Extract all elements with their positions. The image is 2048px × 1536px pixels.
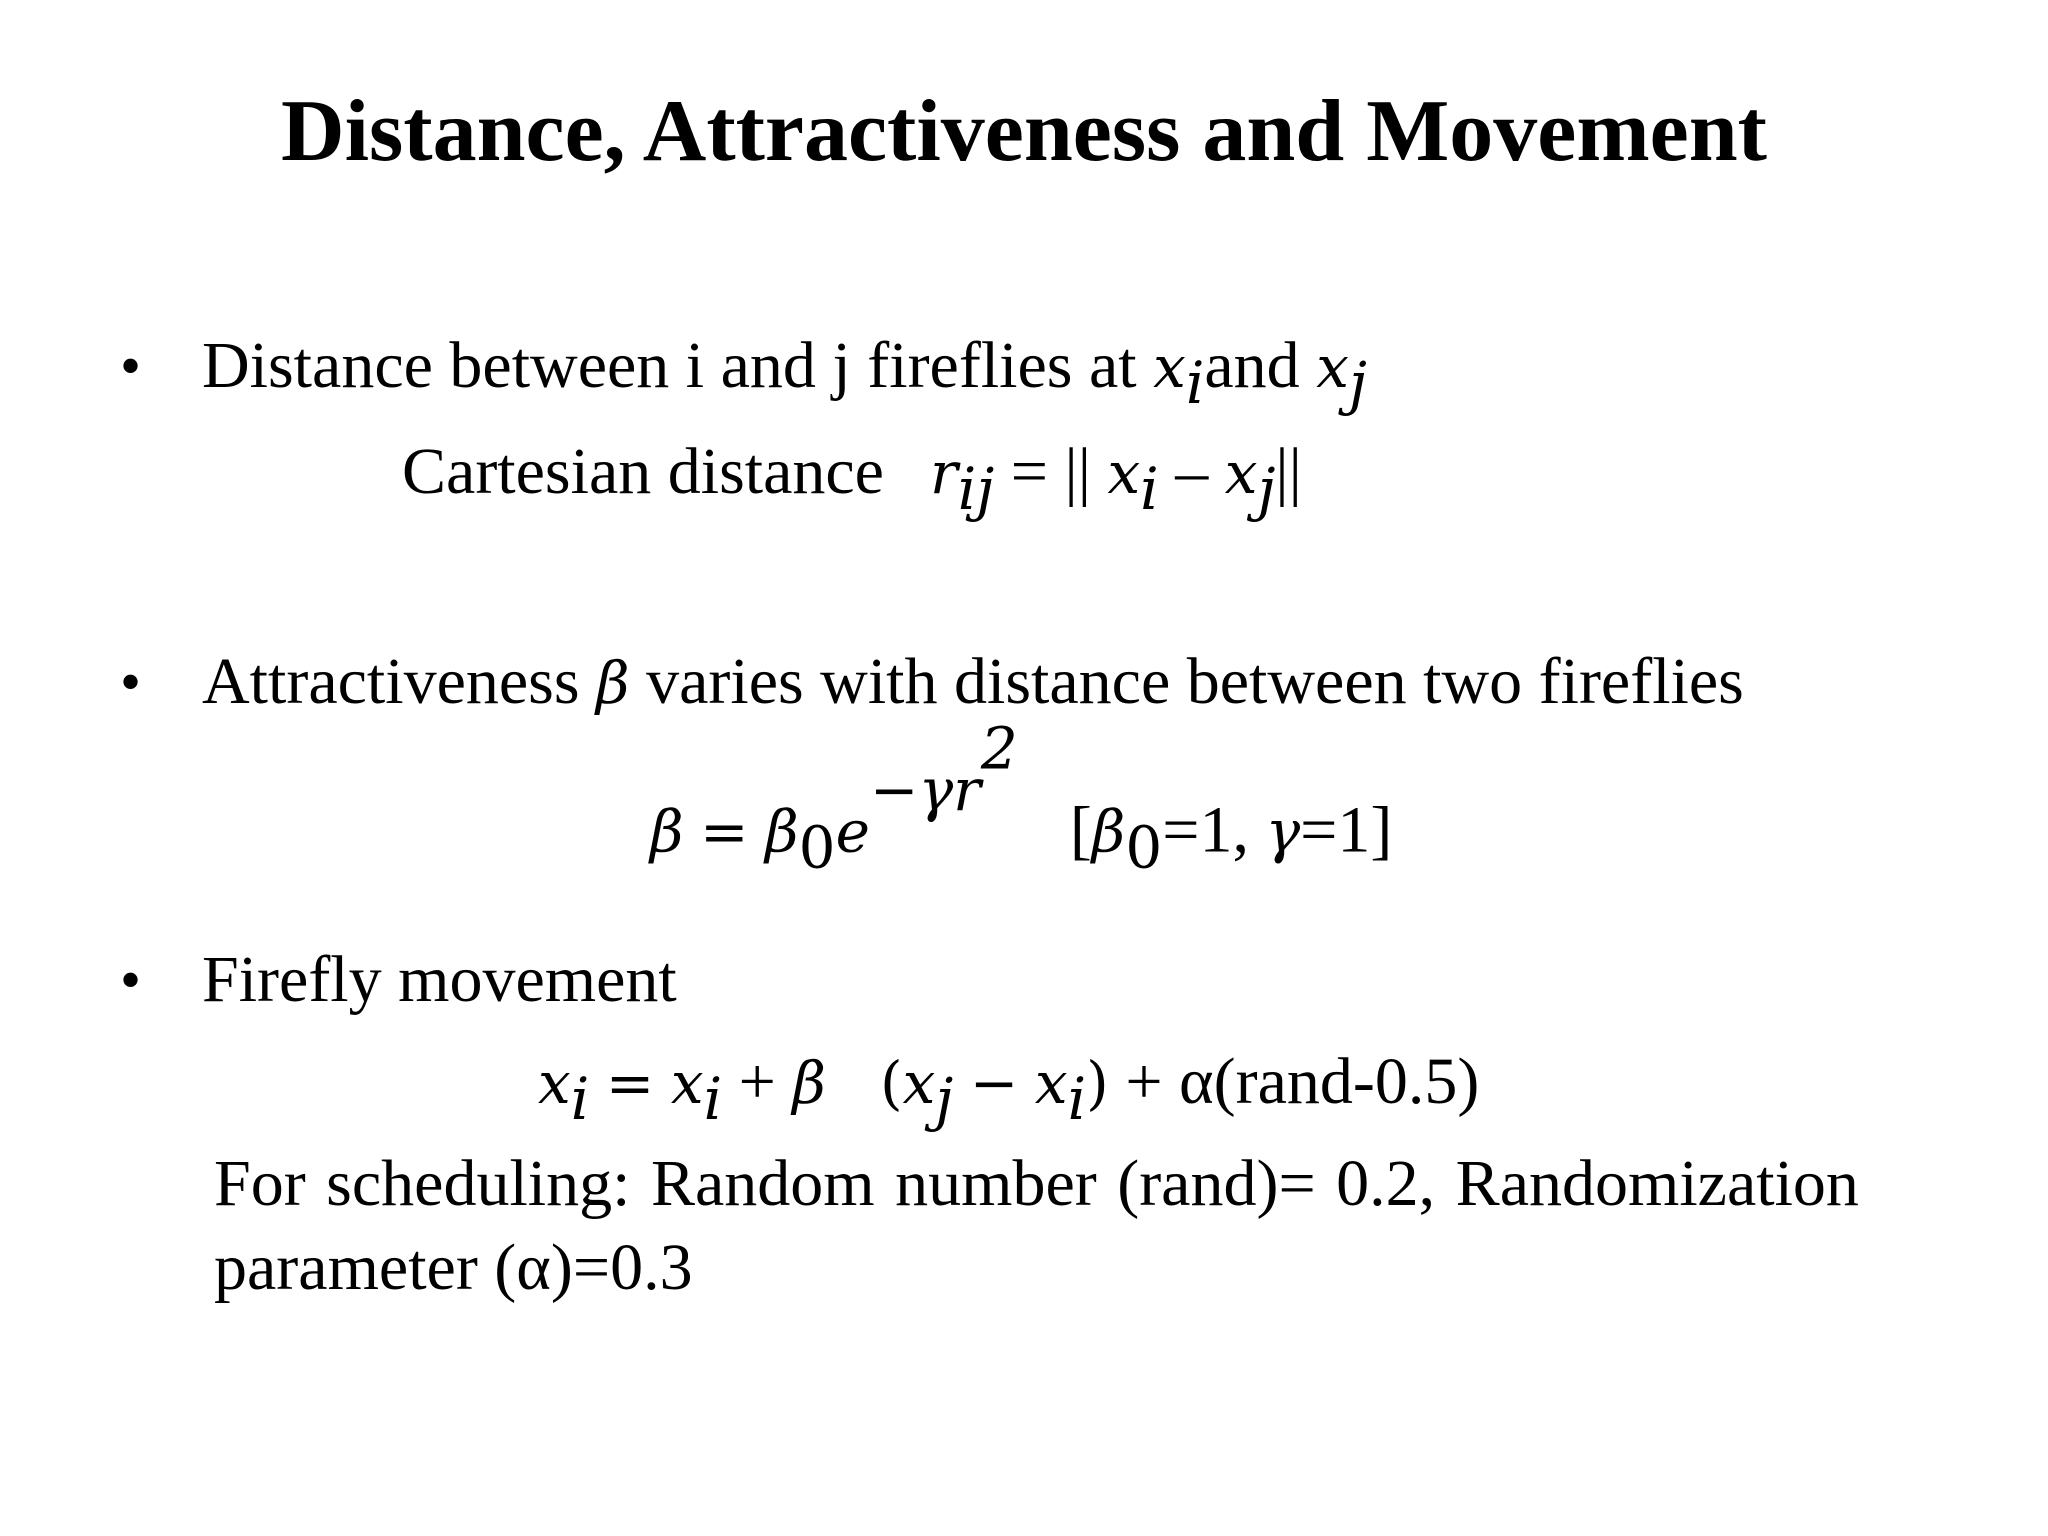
bullet-marker: • <box>120 333 142 399</box>
param2-value: =1] <box>1300 793 1393 867</box>
math-beta: β <box>765 797 799 866</box>
math-sub-i: i <box>703 1065 723 1134</box>
math-sub-0: 0 <box>798 813 836 882</box>
attractiveness-formula <box>650 714 1393 882</box>
param1-value: =1, <box>1162 793 1266 867</box>
joiner-text: and <box>1204 329 1300 402</box>
plus-sign: + <box>738 1045 776 1118</box>
cartesian-distance-line <box>402 432 1302 524</box>
math-sub-i: i <box>1067 1065 1087 1134</box>
exponent-power: 2 <box>980 714 1018 782</box>
math-x: x <box>902 1049 936 1117</box>
distance-heading-text: Distance between i and j fireflies at <box>202 329 1137 402</box>
math-sub-j: j <box>935 1065 954 1134</box>
math-beta: β <box>792 1049 826 1117</box>
minus-sign: – <box>1175 435 1209 508</box>
math-sub-0: 0 <box>1125 813 1163 882</box>
math-sub-i: i <box>570 1065 590 1134</box>
math-beta: β <box>596 649 630 717</box>
math-sub-j: j <box>1257 455 1276 524</box>
paren-open: ( <box>879 1049 903 1117</box>
equals-sign: = <box>1010 435 1048 508</box>
paren-close: ) <box>1086 1049 1109 1117</box>
norm-close: || <box>1275 435 1302 508</box>
math-x: x <box>1034 1049 1068 1117</box>
math-sub-ij: ij <box>957 455 995 524</box>
math-beta: β <box>650 797 684 866</box>
math-x: x <box>538 1049 571 1117</box>
math-gamma: γ <box>1265 797 1301 866</box>
equals-sign: = <box>700 797 749 866</box>
math-x: x <box>1224 439 1258 507</box>
math-e: e <box>835 797 870 866</box>
slide-title: Distance, Attractiveness and Movement <box>281 83 1767 180</box>
formula-tail: + α(rand-0.5) <box>1125 1045 1480 1118</box>
params-open: [ <box>1069 793 1092 867</box>
attractiveness-text-before: Attractiveness <box>202 645 580 718</box>
movement-heading: Firefly movement <box>202 943 677 1016</box>
math-x: x <box>670 1049 704 1117</box>
movement-formula <box>538 1042 1480 1134</box>
math-x: x <box>1107 439 1141 507</box>
attractiveness-text-after: varies with distance between two fireflies <box>646 645 1744 718</box>
math-sub-i: i <box>1140 455 1159 524</box>
exponent-text: −γr <box>869 755 981 824</box>
math-sub-j: j <box>1348 349 1367 418</box>
scheduling-note-line1: For scheduling: Random number (rand)= 0.2, Randomization <box>214 1147 1859 1220</box>
norm-open: || <box>1064 435 1091 508</box>
bullet-marker: • <box>120 947 142 1013</box>
scheduling-note-line2: parameter (α)=0.3 <box>214 1231 693 1304</box>
minus-sign: − <box>969 1049 1019 1117</box>
math-exponent <box>869 714 1018 824</box>
bullet-marker: • <box>120 649 142 715</box>
math-x: x <box>1153 333 1186 401</box>
math-r: r <box>929 439 958 507</box>
math-sub-i: i <box>1185 349 1205 418</box>
math-beta: β <box>1091 797 1126 866</box>
attractiveness-heading <box>202 642 1744 723</box>
cartesian-label: Cartesian distance <box>402 435 884 508</box>
distance-heading <box>202 326 1367 418</box>
math-x: x <box>1316 333 1349 401</box>
equals-sign: = <box>605 1049 655 1117</box>
